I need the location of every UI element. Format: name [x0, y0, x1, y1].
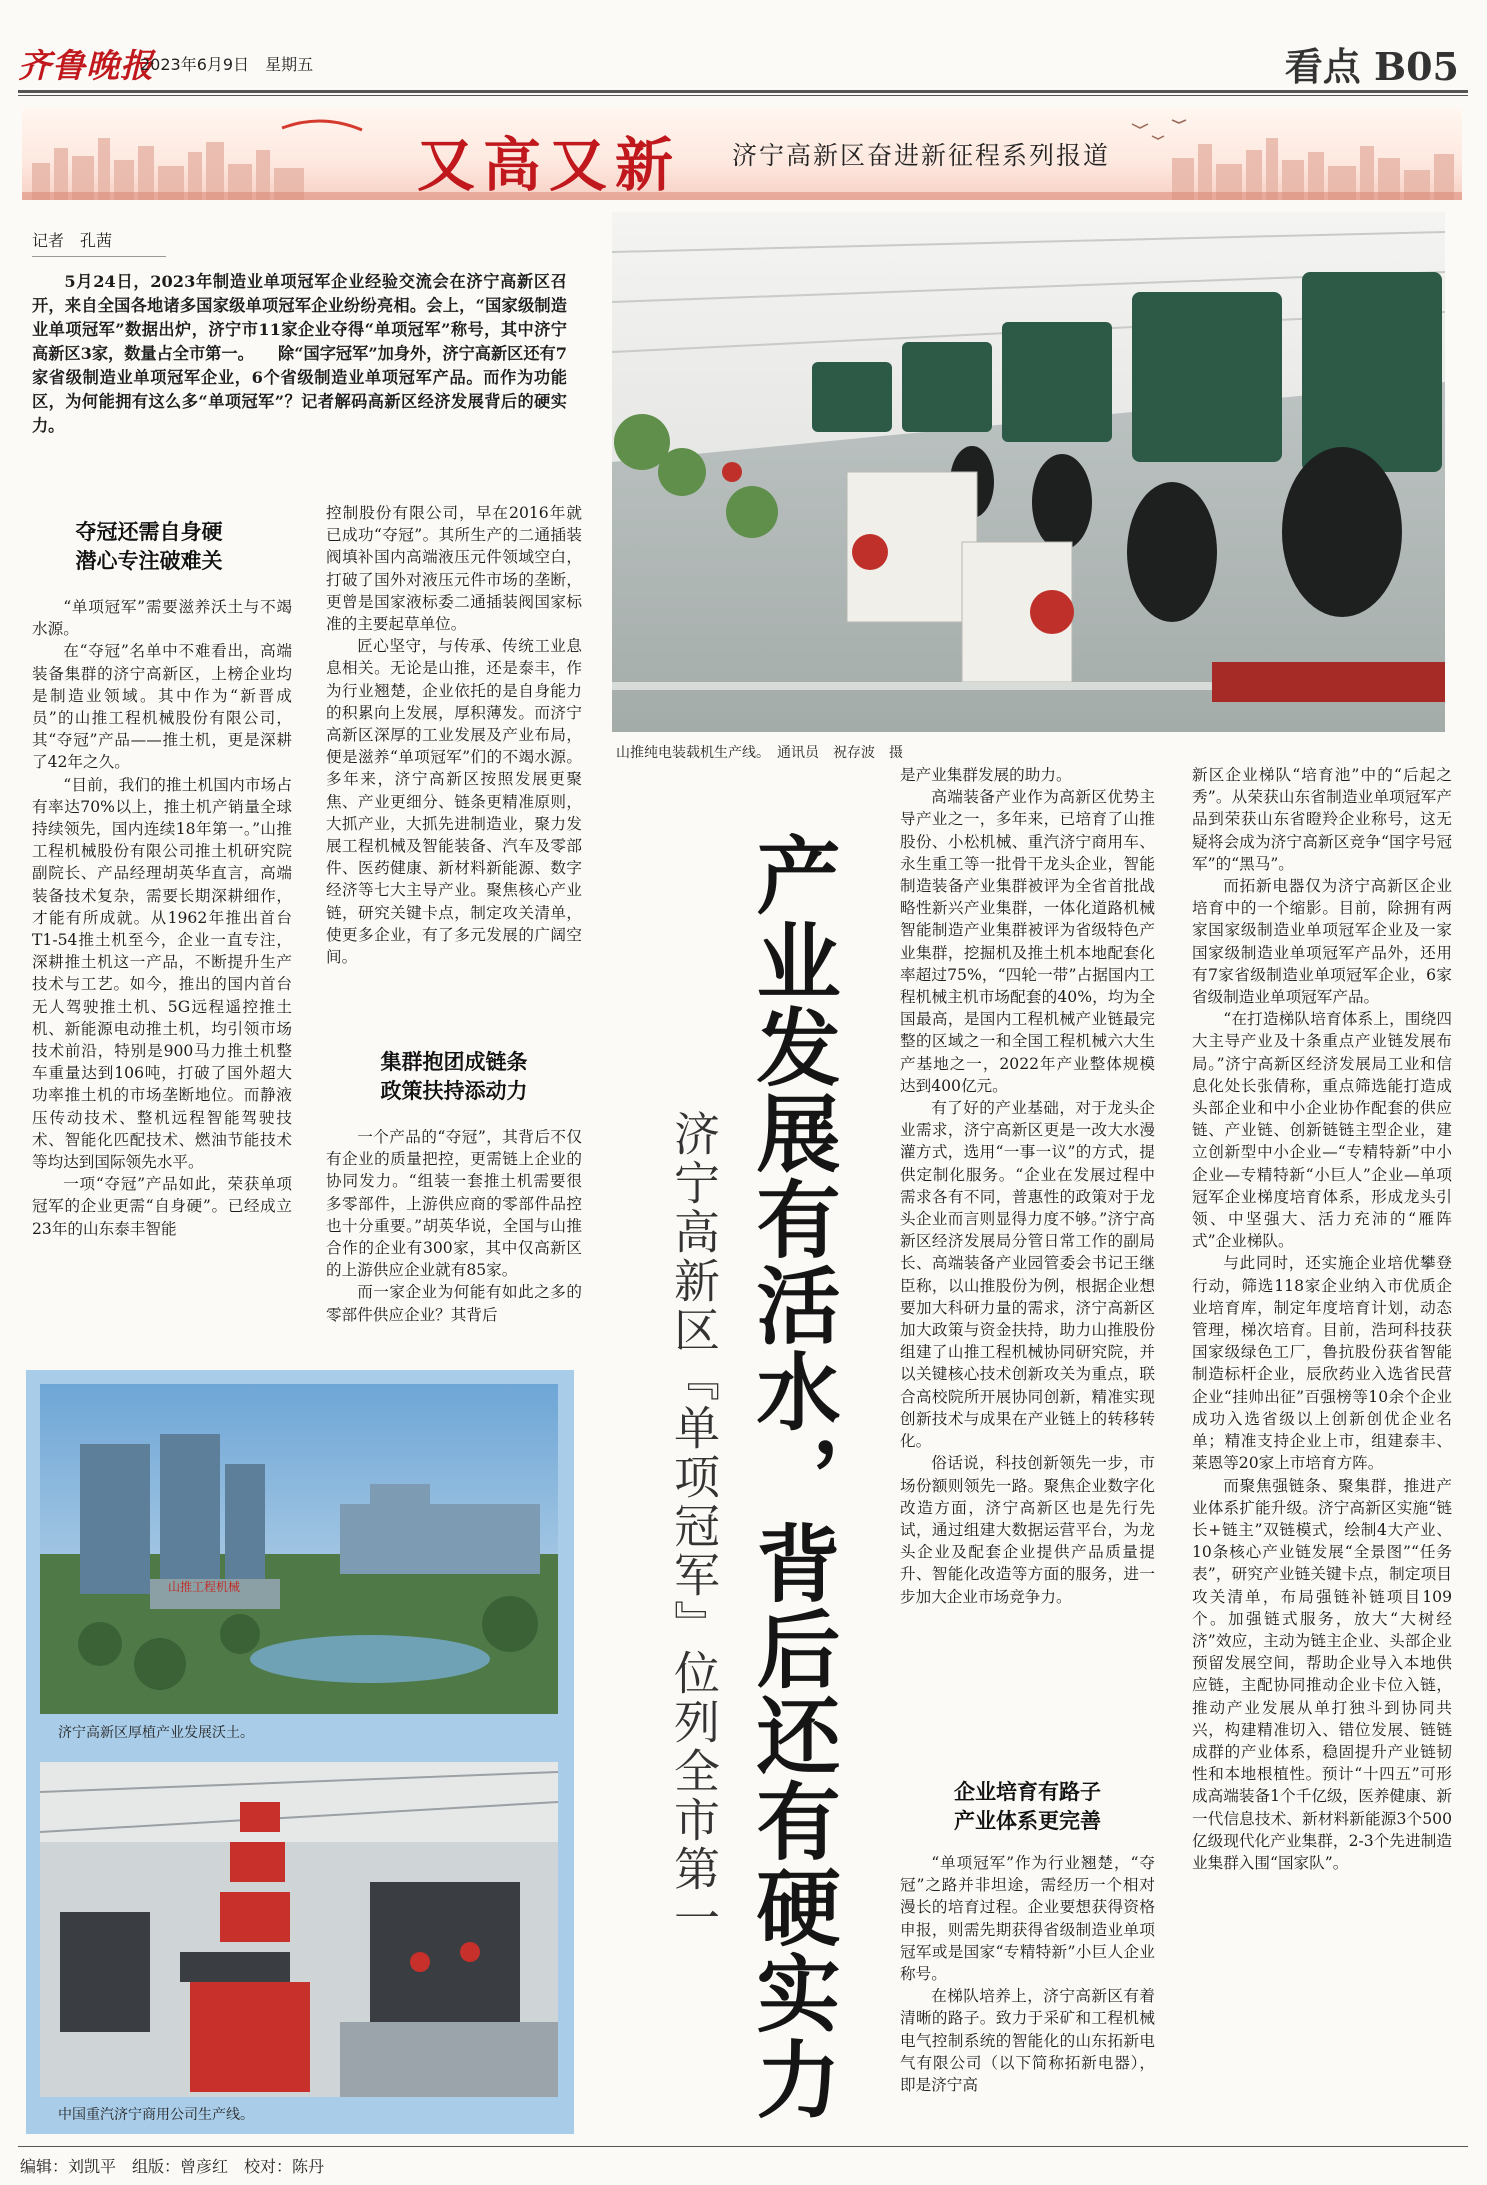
section3-heading: 企业培育有路子 产业体系更完善: [954, 1780, 1101, 1833]
column-2-text-bottom: 一个产品的“夺冠”，其背后不仅有企业的质量把控，更需链上企业的协同发力。“组装一套推土机需要很多零部件，上游供应商的零部件品控也十分重要。”胡英华说，全国与山推合作的企业有300家，其中仅高新区的上游供应企业就有85家。 而一家企业为何能有如此之多的零部件供应企业？其背后: [326, 1128, 582, 1324]
sub-headline: 济宁高新区『单项冠军』位列全市第一: [667, 1110, 721, 1943]
photo-loader-production-line: [612, 212, 1445, 732]
lead-paragraph: 5月24日，2023年制造业单项冠军企业经验交流会在济宁高新区召开，来自全国各地诸多国家级单项冠军企业纷纷亮相。会上，“国家级制造业单项冠军”数据出炉，济宁市11家企业夺得“单项冠军”称号，其中济宁高新区3家，数量占全市第一。 除“国字冠军”加身外，济宁高新区还有7家省级制造业单项冠军企业，6个省级制造业单项冠军产品。而作为功能区，为何能拥有这么多“单项冠军”？记者解码高新区经济发展背后的硬实力。: [32, 272, 567, 435]
column-2-text-top: 控制股份有限公司，早在2016年就已成功“夺冠”。其所生产的二通插装阀填补国内高端液压元件领域空白，打破了国外对液压元件市场的垄断，更曾是国家液标委二通插装阀国家标准的主要起草单位。 匠心坚守，与传承、传统工业息息相关。无论是山推，还是泰丰，作为行业翘楚，企业依托的是自身能力的积累向上发展，厚积薄发。而济宁高新区深厚的工业发展及产业布局，便是滋养“单项冠军”们的不竭水源。多年来，济宁高新区按照发展更聚焦、产业更细分、链条更精准原则，大抓产业，大抓先进制造业，聚力发展工程机械及智能装备、汽车及零部件、医药健康、新材料新能源、数字经济等七大主导产业。聚焦核心产业链，研究关键卡点，制定攻关清单，使更多企业，有了多元发展的广阔空间。: [326, 504, 582, 967]
photo1-caption: 山推纯电装载机生产线。 通讯员 祝存波 摄: [616, 745, 903, 761]
section2-heading: 集群抱团成链条 政策扶持添动力: [380, 1050, 528, 1103]
column-4-text: 新区企业梯队“培育池”中的“后起之秀”。从荣获山东省制造业单项冠军产品到荣获山东省瞪羚企业称号，这无疑将会成为济宁高新区竞争“国字号冠军”的“黑马”。 而拓新电器仅为济宁高新区企业培育中的一个缩影。目前，除拥有两家国家级制造业单项冠军企业及一家国家级制造业单项冠军产品外，还用有7家省级制造业单项冠军企业，6家省级制造业单项冠军产品。 “在打造梯队培育体系上，围绕四大主导产业及十条重点产业链发展布局。”济宁高新区经济发展局工业和信息化处长张倩称，重点筛选能打造成头部企业和中小企业协作配套的供应链、产业链、创新链链主型企业，建立创新型中小企业—“专精特新”中小企业—专精特新“小巨人”企业—单项冠军企业梯度培育体系，形成龙头引领、中坚强大、活力充沛的“雁阵式”企业梯队。 与此同时，还实施企业培优攀登行动，筛选118家企业纳入市优质企业培育库，制定年度培育计划，动态管理，梯次培育。目前，浩珂科技获国家级绿色工厂，鲁抗股份获省智能制造标杆企业，辰欣药业入选省民营企业“挂帅出征”百强榜等10余个企业成功入选省级以上创新创优企业名单；精准支持企业上市，组建泰丰、莱恩等20家上市培育方阵。 而聚焦强链条、聚集群，推进产业体系扩能升级。济宁高新区实施“链长+链主”双链模式，绘制4大产业、10条核心产业链发展“全景图”“任务表”，研究产业链关键卡点，制定项目攻关清单，布局强链补链项目109个。加强链式服务，放大“大树经济”效应，主动为链主企业、头部企业预留发展空间，帮助企业导入本地供应链，主配协同推动企业卡位入链，推动产业发展从单打独斗到协同共兴，构建精准切入、错位发展、链链成群的产业体系，稳固提升产业链韧性和本地根植性。预计“十四五”可形成高端装备1个千亿级，医养健康、新一代信息技术、新材料新能源3个500亿级现代化产业集群，2-3个先进制造业集群入围“国家队”。: [1192, 766, 1452, 1872]
masthead-rule-thin: [18, 95, 1468, 96]
series-banner: [22, 108, 1462, 200]
footer-rule: [18, 2146, 1468, 2147]
section-page-label: 看点 B05: [1284, 44, 1459, 89]
photo3-caption: 中国重汽济宁商用公司生产线。: [58, 2107, 254, 2123]
section1-heading: 夺冠还需自身硬 潜心专注破难关: [75, 520, 223, 573]
series-subtitle: 济宁高新区奋进新征程系列报道: [732, 141, 1111, 170]
column-3-text: 是产业集群发展的助力。 高端装备产业作为高新区优势主导产业之一，多年来，已培育了山推股份、小松机械、重汽济宁商用车、永生重工等一批骨干龙头企业，智能制造装备产业集群被评为全省首批战略性新兴产业集群，一体化道路机械智能制造产业集群被评为省级特色产业集群，挖掘机及推土机本地配套化率超过75%，“四轮一带”占据国内工程机械主机市场配套的40%，均为全国最高，是国内工程机械产业链最完整的区域之一和全国工程机械六大生产基地之一，2022年产业整体规模达到400亿元。 有了好的产业基础，对于龙头企业需求，济宁高新区更是一改大水漫灌方式，选用“一事一议”的方式，提供定制化服务。“企业在发展过程中需求各有不同，普惠性的政策对于龙头企业而言则显得力度不够。”济宁高新区经济发展局分管日常工作的副局长、高端装备产业园管委会书记王继臣称，以山推股份为例，根据企业想要加大科研力量的需求，济宁高新区加大政策与资金扶持，助力山推股份组建了山推工程机械协同研究院，并以关键核心技术创新攻关为重点，联合高校院所开展协同创新，精准实现创新技术与成果在产业链上的转移转化。 俗话说，科技创新领先一步，市场份额则领先一路。聚焦企业数字化改造方面，济宁高新区也是先行先试，通过组建大数据运营平台，为龙头企业及配套企业提供产品质量提升、智能化改造等方面的服务，进一步加大企业市场竞争力。: [900, 766, 1155, 1606]
series-title: 又高又新: [417, 131, 682, 199]
column-1-text: “单项冠军”需要滋养沃土与不竭水源。 在“夺冠”名单中不难看出，高端装备集群的济宁高新区，上榜企业均是制造业领域。其中作为“新晋成员”的山推工程机械股份有限公司，其“夺冠”产品——推土机，更是深耕了42年之久。 “目前，我们的推土机国内市场占有率达70%以上，推土机产销量全球持续领先，国内连续18年第一。”山推工程机械股份有限公司推土机研究院副院长、产品经理胡英华直言，高端装备技术复杂，需要长期深耕细作，才能有所成就。从1962年推出首台T1-54推土机至今，企业一直专注，深耕推土机这一产品，不断提升生产技术与工艺。如今，推出的国内首台无人驾驶推土机、5G远程遥控推土机、新能源电动推土机，均引领市场技术前沿，特别是900马力推土机整车重量达到106吨，打破了国外超大功率推土机的市场垄断地位。而静液压传动技术、整机远程智能驾驶技术、智能化匹配技术、燃油节能技术等均达到国际领先水平。 一项“夺冠”产品如此，荣获单项冠军的企业更需“自身硬”。已经成立23年的山东泰丰智能: [32, 598, 292, 1238]
newspaper-logo: 齐鲁晚报: [18, 46, 154, 85]
photo-high-tech-zone-buildings: [40, 1384, 558, 1714]
byline: 记者 孔茜: [32, 231, 113, 250]
photo2-caption: 济宁高新区厚植产业发展沃土。: [58, 1725, 254, 1741]
photo-truck-production-line: [40, 1762, 558, 2097]
byline-rule: [32, 256, 166, 257]
column-3-text-bottom: “单项冠军”作为行业翘楚，“夺冠”之路并非坦途，需经历一个相对漫长的培育过程。企业要想获得资格申报，则需先期获得省级制造业单项冠军或是国家“专精特新”小巨人企业称号。 在梯队培养上，济宁高新区有着清晰的路子。致力于采矿和工程机械电气控制系统的智能化的山东拓新电气有限公司（以下简称拓新电器），即是济宁高: [900, 1854, 1155, 2095]
main-headline: 产业发展有活水，背后还有硬实力: [743, 832, 841, 2122]
masthead-rule: [18, 90, 1468, 93]
editor-credits: 编辑：刘凯平 组版：曾彦红 校对：陈丹: [20, 2157, 325, 2176]
building-sign: 山推工程机械: [168, 1580, 241, 1594]
issue-date: 2023年6月9日 星期五: [140, 55, 314, 74]
